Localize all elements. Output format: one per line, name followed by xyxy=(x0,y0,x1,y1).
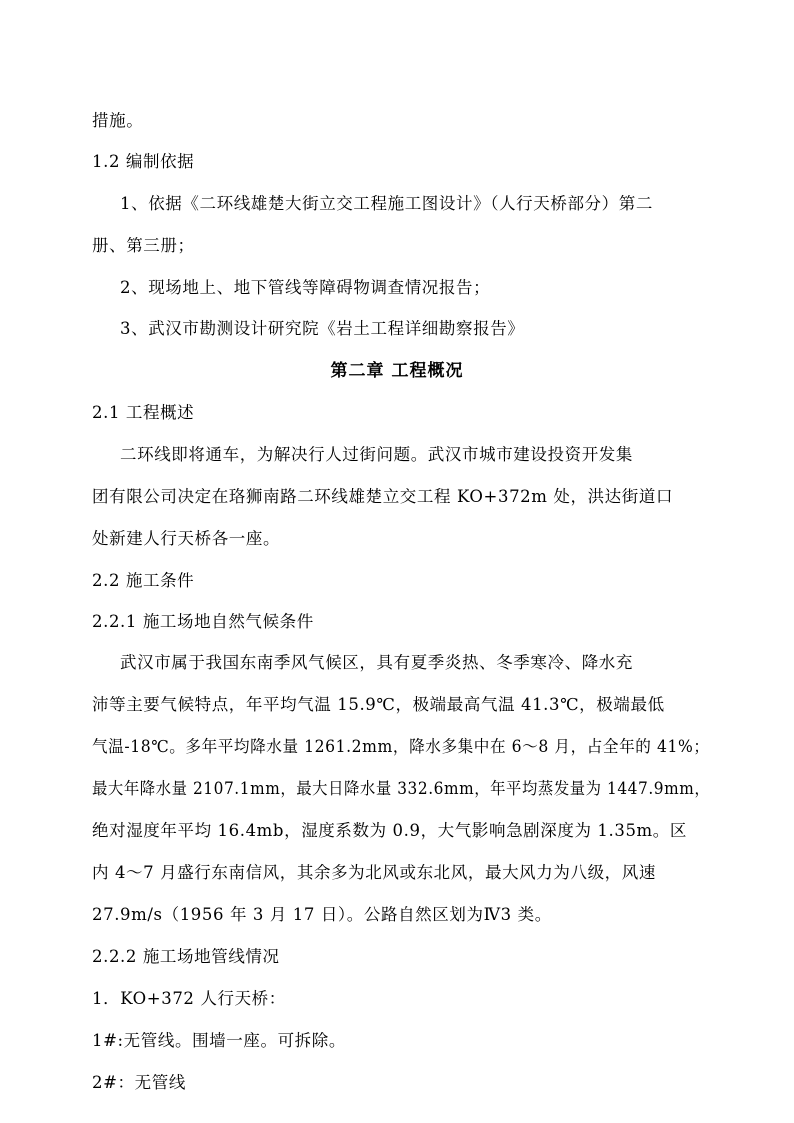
section-heading: 1.2 编制依据 xyxy=(92,152,195,171)
list-item: 3、武汉市勘测设计研究院《岩土工程详细勘察报告》 xyxy=(120,319,525,338)
subsection-heading: 2.2.1 施工场地自然气候条件 xyxy=(92,612,314,631)
paragraph-line: 气温-18℃。多年平均降水量 1261.2mm，降水多集中在 6～8 月，占全年的 41%； xyxy=(92,737,710,756)
paragraph-line: 武汉市属于我国东南季风气候区，具有夏季炎热、冬季寒冷、降水充 xyxy=(120,653,633,672)
list-item: 2、现场地上、地下管线等障碍物调查情况报告； xyxy=(120,278,491,297)
paragraph-line: 绝对湿度年平均 16.4mb，湿度系数为 0.9，大气影响急剧深度为 1.35m。区 xyxy=(92,821,688,840)
chapter-title: 第二章 工程概况 xyxy=(330,361,464,381)
paragraph-line: 二环线即将通车，为解决行人过街问题。武汉市城市建设投资开发集 xyxy=(120,445,633,464)
subsection-heading: 2.2.2 施工场地管线情况 xyxy=(92,947,280,966)
list-item: 1．KO+372 人行天桥： xyxy=(92,989,286,1008)
paragraph-line: 内 4～7 月盛行东南信风，其余多为北风或东北风，最大风力为八级，风速 xyxy=(92,863,656,882)
list-item: 2#：无管线 xyxy=(92,1073,186,1092)
paragraph-line: 措施。 xyxy=(92,111,144,130)
section-heading: 2.1 工程概述 xyxy=(92,403,195,422)
paragraph-line: 最大年降水量 2107.1mm，最大日降水量 332.6mm，年平均蒸发量为 1447.9mm， xyxy=(92,779,711,798)
list-item-continuation: 册、第三册； xyxy=(92,236,195,255)
paragraph-line: 团有限公司决定在珞狮南路二环线雄楚立交工程 KO+372m 处，洪达街道口 xyxy=(92,487,674,506)
section-heading: 2.2 施工条件 xyxy=(92,571,195,590)
list-item: 1、依据《二环线雄楚大街立交工程施工图设计》（人行天桥部分）第二 xyxy=(120,194,653,213)
paragraph-line: 沛等主要气候特点，年平均气温 15.9℃，极端最高气温 41.3℃，极端最低 xyxy=(92,695,665,714)
paragraph-line: 27.9m/s（1956 年 3 月 17 日）。公路自然区划为Ⅳ3 类。 xyxy=(92,905,552,924)
paragraph-line: 处新建人行天桥各一座。 xyxy=(92,529,281,548)
list-item: 1#:无管线。围墙一座。可拆除。 xyxy=(92,1031,346,1050)
